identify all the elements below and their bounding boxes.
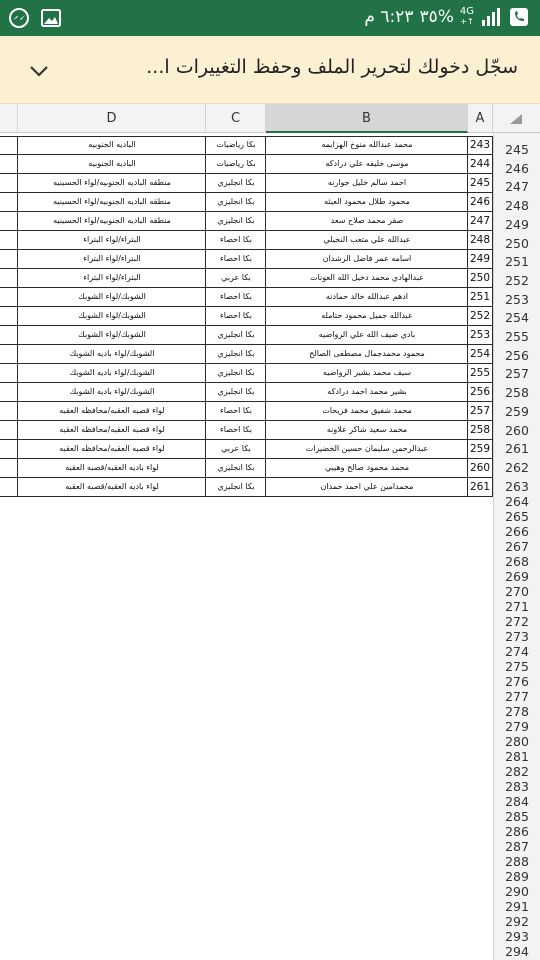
cell-d[interactable]: الشوبك/لواء باديه الشوبك [69, 387, 155, 396]
cell-a[interactable]: 260 [470, 462, 491, 474]
row-header[interactable]: 254 [505, 310, 529, 325]
cell-c[interactable]: بكا انجليزي [217, 368, 255, 377]
row-header[interactable]: 268 [505, 553, 529, 569]
table-row[interactable] [0, 193, 493, 212]
sign-in-banner[interactable] [0, 36, 540, 104]
cell-blank[interactable] [0, 250, 18, 268]
row-header[interactable]: 272 [505, 613, 529, 629]
row-header[interactable]: 282 [505, 763, 529, 779]
row-header[interactable]: 259 [505, 404, 529, 419]
banner-message: سجّل دخولك لتحرير الملف وحفظ التغييرات ا... [146, 56, 518, 78]
cell-c[interactable]: بكا انجليزي [217, 387, 255, 396]
cell-c[interactable]: بكا احصاء [220, 425, 252, 434]
cell-c[interactable]: بكا احصاء [220, 254, 252, 263]
cell-blank[interactable] [0, 326, 18, 344]
cell-d[interactable]: الباديه الجنوبيه [88, 159, 136, 168]
cell-b[interactable]: محمود طلال محمود العيثه [324, 197, 410, 206]
cell-d[interactable]: البتراء/لواء البتراء [83, 254, 141, 263]
status-right-group [364, 4, 530, 30]
table-row[interactable] [0, 212, 493, 231]
cell-c[interactable]: بكا احصاء [220, 406, 252, 415]
row-header[interactable]: 281 [505, 748, 529, 764]
cell-d[interactable]: لواء قصبه العقبه/محافظه العقبه [59, 444, 165, 453]
cell-c[interactable]: بكا رياضيات [216, 140, 256, 149]
grid-line [0, 136, 493, 137]
cell-c[interactable]: بكا انجليزي [217, 482, 255, 491]
row-header[interactable]: 285 [505, 808, 529, 824]
select-all-corner[interactable] [493, 104, 540, 133]
row-header[interactable]: 264 [505, 493, 529, 509]
grid-line [17, 136, 18, 497]
cell-d[interactable]: منطقه الباديه الجنوبيه/لواء الحسينيه [53, 216, 171, 225]
row-header[interactable]: 280 [505, 733, 529, 749]
cell-a[interactable]: 257 [470, 405, 491, 417]
cell-a[interactable]: 244 [470, 158, 491, 170]
phone-icon [508, 6, 530, 28]
row-header[interactable]: 292 [505, 913, 529, 929]
cell-blank[interactable] [0, 478, 18, 496]
spreadsheet-grid[interactable] [0, 104, 540, 960]
cell-d[interactable]: منطقه الباديه الجنوبيه/لواء الحسينيه [53, 178, 171, 187]
table-row[interactable] [0, 288, 493, 307]
cell-b[interactable]: بشير محمد احمد درادكه [327, 387, 407, 396]
cell-c[interactable]: بكا عربي [221, 273, 251, 282]
cell-blank[interactable] [0, 212, 18, 230]
cell-d[interactable]: لواء باديه العقبه/قصبه العقبه [65, 463, 159, 472]
table-row[interactable] [0, 421, 493, 440]
row-header[interactable]: 277 [505, 688, 529, 704]
network-indicator [460, 7, 474, 27]
cell-a[interactable]: 256 [470, 386, 491, 398]
row-header[interactable]: 293 [505, 928, 529, 944]
column-header-a[interactable]: A [468, 104, 493, 133]
table-row[interactable] [0, 174, 493, 193]
row-header[interactable]: 265 [505, 508, 529, 524]
cell-d[interactable]: الباديه الجنوبيه [88, 140, 136, 149]
table-row[interactable] [0, 250, 493, 269]
table-row[interactable] [0, 136, 493, 155]
row-header[interactable]: 251 [505, 254, 529, 269]
cell-a[interactable]: 252 [470, 310, 491, 322]
cell-c[interactable]: بكا انجليزي [217, 349, 255, 358]
select-all-icon [509, 113, 523, 125]
cell-blank[interactable] [0, 288, 18, 306]
row-header[interactable]: 286 [505, 823, 529, 839]
row-header[interactable]: 274 [505, 643, 529, 659]
cell-blank[interactable] [0, 269, 18, 287]
table-row[interactable] [0, 269, 493, 288]
messenger-icon [8, 7, 30, 29]
cell-d[interactable]: لواء باديه العقبه/قصبه العقبه [65, 482, 159, 491]
cell-blank[interactable] [0, 459, 18, 477]
table-row[interactable] [0, 155, 493, 174]
cell-b[interactable]: بادي ضيف الله علي الرواضيه [318, 330, 416, 339]
cell-a[interactable]: 248 [470, 234, 491, 246]
row-header[interactable]: 246 [505, 161, 529, 176]
cell-c[interactable]: بكا انجليزي [217, 216, 255, 225]
row-header[interactable]: 266 [505, 523, 529, 539]
cell-b[interactable]: عبدالهادي محمد دخيل الله العونات [310, 273, 424, 282]
table-row[interactable] [0, 440, 493, 459]
table-row[interactable] [0, 364, 493, 383]
row-header[interactable]: 278 [505, 703, 529, 719]
row-header[interactable]: 255 [505, 329, 529, 344]
row-header[interactable]: 267 [505, 538, 529, 554]
column-header-b[interactable]: B [266, 104, 468, 133]
row-header[interactable]: 258 [505, 385, 529, 400]
cell-c[interactable]: بكا احصاء [220, 292, 252, 301]
cell-b[interactable]: عبدالله علي متعب النخيلي [323, 235, 411, 244]
table-row[interactable] [0, 345, 493, 364]
row-header[interactable]: 262 [505, 460, 529, 475]
row-header[interactable]: 276 [505, 673, 529, 689]
table-row[interactable] [0, 478, 493, 497]
row-header[interactable]: 260 [505, 423, 529, 438]
cell-b[interactable]: ادهم عبدالله خالد حمادنه [325, 292, 409, 301]
column-header-c[interactable]: C [206, 104, 266, 133]
table-row[interactable] [0, 402, 493, 421]
table-row[interactable] [0, 307, 493, 326]
cell-d[interactable]: البتراء/لواء البتراء [83, 235, 141, 244]
row-header[interactable]: 289 [505, 868, 529, 884]
cell-d[interactable]: البتراء/لواء البتراء [83, 273, 141, 282]
cell-a[interactable]: 261 [470, 481, 491, 493]
table-row[interactable] [0, 383, 493, 402]
cell-b[interactable]: محمود محمدجمال مصطفى الصالح [309, 349, 425, 358]
cell-d[interactable]: الشوبك/لواء باديه الشوبك [69, 368, 155, 377]
cell-blank[interactable] [0, 421, 18, 439]
cell-d[interactable]: لواء قصبه العقبه/محافظه العقبه [59, 425, 165, 434]
cell-blank[interactable] [0, 383, 18, 401]
cell-a[interactable]: 247 [470, 215, 491, 227]
grid-line [205, 136, 206, 497]
row-header[interactable]: 291 [505, 898, 529, 914]
row-header[interactable]: 283 [505, 778, 529, 794]
cell-c[interactable]: بكا رياضيات [216, 159, 256, 168]
row-header[interactable]: 256 [505, 348, 529, 363]
cell-a[interactable]: 253 [470, 329, 491, 341]
cell-blank[interactable] [0, 155, 18, 173]
row-header[interactable]: 270 [505, 583, 529, 599]
cell-a[interactable]: 245 [470, 177, 491, 189]
cell-blank[interactable] [0, 402, 18, 420]
cell-b[interactable]: موسى خليفه علي درادكه [325, 159, 409, 168]
row-header[interactable]: 263 [505, 478, 529, 494]
row-header[interactable]: 253 [505, 292, 529, 307]
row-header[interactable]: 247 [505, 179, 529, 194]
status-left-icons [8, 7, 62, 29]
cell-blank[interactable] [0, 307, 18, 325]
network-sub: +↑ [460, 17, 474, 26]
row-header[interactable]: 290 [505, 883, 529, 899]
cell-b[interactable]: محمد سعيد شاكر علاونه [326, 425, 408, 434]
cell-d[interactable]: الشوبك/لواء الشوبك [78, 330, 146, 339]
network-type: 4G [459, 6, 474, 17]
gallery-icon [40, 7, 62, 29]
cell-blank[interactable] [0, 345, 18, 363]
cell-blank[interactable] [0, 364, 18, 382]
row-header[interactable]: 273 [505, 628, 529, 644]
cell-b[interactable]: محمد عبدالله منوخ الهزايمه [321, 140, 413, 149]
cell-a[interactable]: 246 [470, 196, 491, 208]
table-row[interactable] [0, 231, 493, 250]
row-header[interactable]: 288 [505, 853, 529, 869]
table-row[interactable] [0, 326, 493, 345]
cell-blank[interactable] [0, 136, 18, 154]
cell-blank[interactable] [0, 440, 18, 458]
cell-d[interactable]: الشوبك/لواء الشوبك [78, 292, 146, 301]
cell-a[interactable]: 251 [470, 291, 491, 303]
cell-b[interactable]: صقر محمد صلاح سعد [330, 216, 404, 225]
cell-b[interactable]: محمد محمود صالح وهيبي [324, 463, 410, 472]
cell-b[interactable]: عبدالرحمن سليمان حسين الخضيرات [305, 444, 429, 453]
signal-icon [480, 6, 502, 28]
cell-b[interactable]: عبدالله جميل محمود حتامله [321, 311, 413, 320]
cell-c[interactable]: بكا انجليزي [217, 463, 255, 472]
row-header[interactable]: 294 [505, 943, 529, 959]
battery-percent: ٣٥% [419, 7, 454, 27]
status-bar [0, 0, 540, 36]
row-header[interactable]: 249 [505, 217, 529, 232]
cell-b[interactable]: سيف محمد بشير الرواضيه [322, 368, 412, 377]
cell-c[interactable]: بكا احصاء [220, 235, 252, 244]
cell-a[interactable]: 249 [470, 253, 491, 265]
cell-d[interactable]: الشوبك/لواء الشوبك [78, 311, 146, 320]
row-header[interactable]: 245 [505, 142, 529, 157]
row-header[interactable]: 252 [505, 273, 529, 288]
cell-a[interactable]: 243 [470, 139, 491, 151]
row-header[interactable]: 284 [505, 793, 529, 809]
row-header[interactable]: 269 [505, 568, 529, 584]
cell-d[interactable]: منطقه الباديه الجنوبيه/لواء الحسينيه [53, 197, 171, 206]
chevron-down-icon[interactable] [26, 58, 52, 84]
column-header-d[interactable]: D [18, 104, 206, 133]
row-header[interactable]: 287 [505, 838, 529, 854]
row-header[interactable]: 250 [505, 236, 529, 251]
cell-a[interactable]: 254 [470, 348, 491, 360]
grid-line [265, 136, 266, 497]
cell-c[interactable]: بكا عربي [221, 444, 251, 453]
cell-c[interactable]: بكا احصاء [220, 311, 252, 320]
cell-c[interactable]: بكا انجليزي [217, 178, 255, 187]
row-header-column [493, 133, 540, 960]
cell-a[interactable]: 259 [470, 443, 491, 455]
cell-blank[interactable] [0, 193, 18, 211]
cell-d[interactable]: الشوبك/لواء باديه الشوبك [69, 349, 155, 358]
grid-line [467, 136, 468, 497]
row-header[interactable]: 261 [505, 441, 529, 456]
cell-a[interactable]: 258 [470, 424, 491, 436]
cell-c[interactable]: بكا انجليزي [217, 197, 255, 206]
cell-b[interactable]: احمد سالم خليل جوارنه [327, 178, 407, 187]
cell-b[interactable]: محمد شفيق محمد فريحات [322, 406, 412, 415]
row-header[interactable]: 275 [505, 658, 529, 674]
cell-b[interactable]: اسامه عمر فاضل الرشدان [322, 254, 412, 263]
cell-a[interactable]: 250 [470, 272, 491, 284]
column-header-blank [0, 104, 18, 133]
row-header[interactable]: 279 [505, 718, 529, 734]
row-header[interactable]: 271 [505, 598, 529, 614]
cell-d[interactable]: لواء قصبه العقبه/محافظه العقبه [59, 406, 165, 415]
table-row[interactable] [0, 459, 493, 478]
row-header[interactable]: 257 [505, 366, 529, 381]
status-time: ٦:٢٣ م [364, 7, 414, 27]
cell-blank[interactable] [0, 174, 18, 192]
cell-b[interactable]: محمدامين علي احمد حمدان [320, 482, 414, 491]
cell-a[interactable]: 255 [470, 367, 491, 379]
row-header[interactable]: 248 [505, 198, 529, 213]
cell-blank[interactable] [0, 231, 18, 249]
cell-c[interactable]: بكا انجليزي [217, 330, 255, 339]
